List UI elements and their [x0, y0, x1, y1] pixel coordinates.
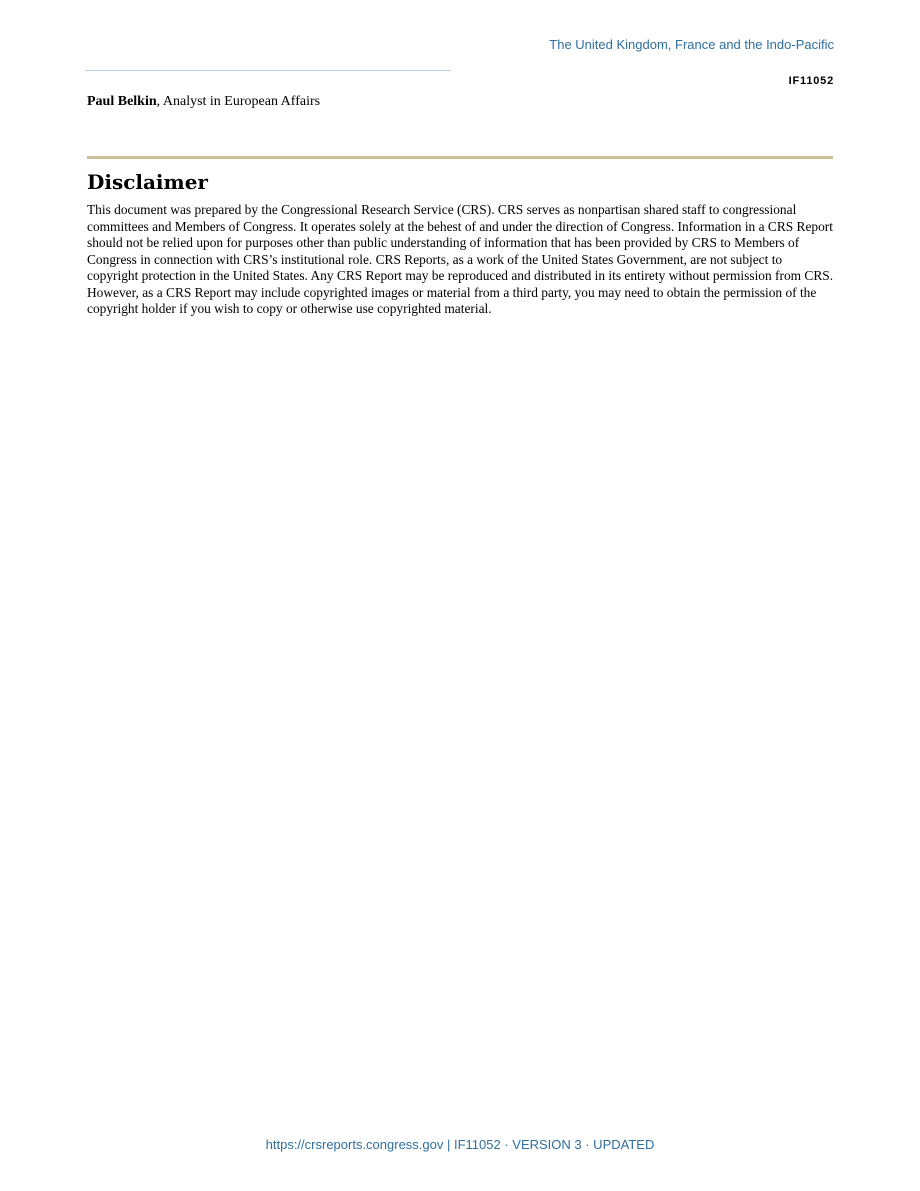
- author-title: , Analyst in European Affairs: [156, 94, 321, 109]
- header-divider: [85, 70, 451, 71]
- disclaimer-body: This document was prepared by the Congressional Research Service (CRS). CRS serves as nonpartisan shared staff to congressional committees and Members of Congress. It operates solely at the behest of and under the direction of Congress. Information in a CRS Report should not be relied upon for purposes other than public understanding of information that has been provided by CRS to Members of Congress in connection with CRS’s institutional role. CRS Reports, as a work of the United States Government, are not subject to copyright protection in the United States. Any CRS Report may be reproduced and distributed in its entirety without permission from CRS. However, as a CRS Report may include copyrighted images or material from a third party, you may need to obtain the permission of the copyright holder if you wish to copy or otherwise use copyrighted material.: [87, 202, 834, 316]
- page-footer: https://crsreports.congress.gov | IF11052 · VERSION 3 · UPDATED: [265, 1137, 655, 1152]
- report-number: IF11052: [788, 75, 834, 87]
- disclaimer-heading: Disclaimer: [87, 170, 208, 194]
- running-title: The United Kingdom, France and the Indo-Pacific: [549, 37, 834, 52]
- author-name: Paul Belkin: [87, 94, 157, 109]
- section-divider: [87, 156, 833, 159]
- author-line: [87, 94, 320, 110]
